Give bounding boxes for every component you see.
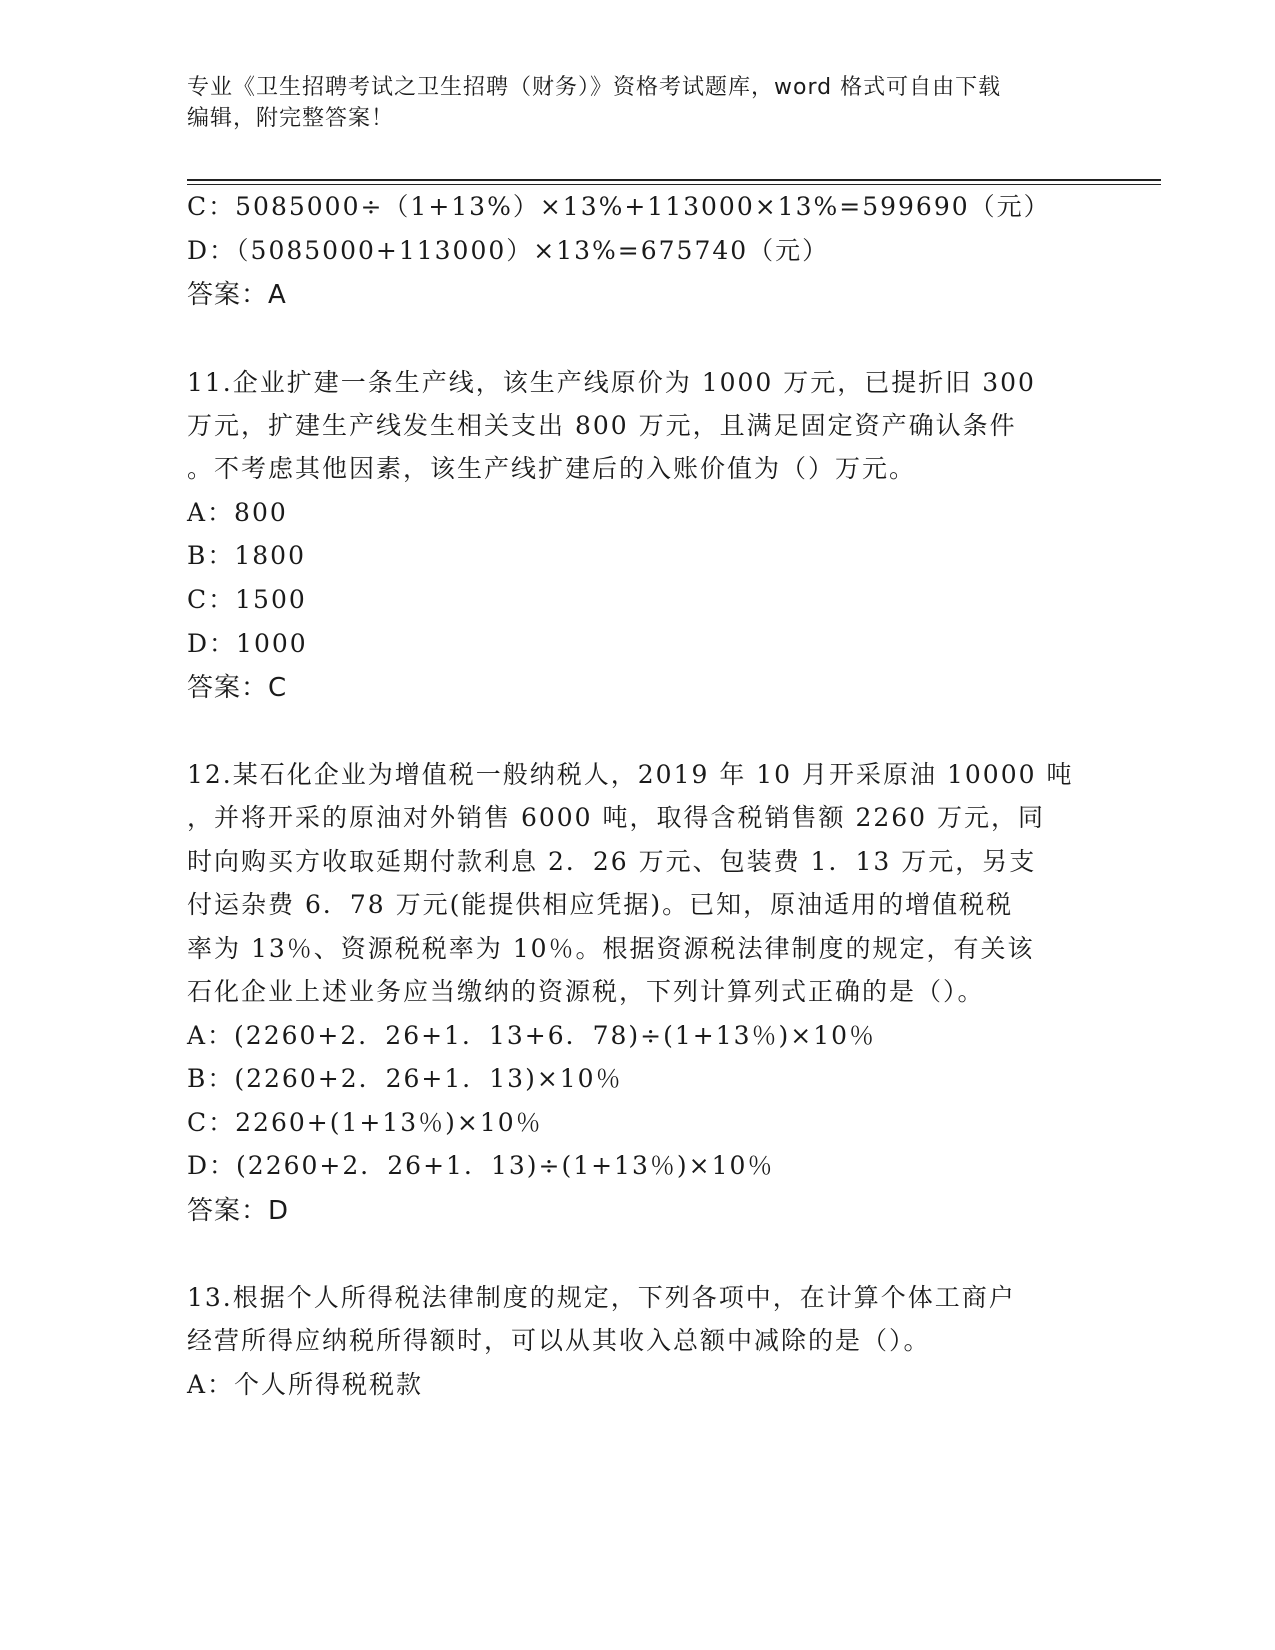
q12-stem-line: 石化企业上述业务应当缴纳的资源税，下列计算列式正确的是（）。 — [187, 977, 985, 1006]
q10-option-c: C：5085000÷（1+13%）×13%+113000×13%=599690（元） — [187, 192, 1051, 221]
header-divider-thin — [187, 184, 1161, 185]
q11-option-d: D：1000 — [187, 629, 308, 658]
q11-option-a: A：800 — [187, 498, 288, 527]
q12-option-a: A：(2260+2．26+1．13+6．78)÷(1+13％)×10％ — [187, 1021, 877, 1050]
q11-stem-line: 万元，扩建生产线发生相关支出 800 万元，且满足固定资产确认条件 — [187, 411, 1017, 440]
q12-stem-line: 时向购买方收取延期付款利息 2．26 万元、包装费 1．13 万元，另支 — [187, 847, 1037, 876]
q11-option-c: C：1500 — [187, 585, 307, 614]
q11-stem-line: 11.企业扩建一条生产线，该生产线原价为 1000 万元，已提折旧 300 — [187, 368, 1036, 397]
q12-stem-line: 12.某石化企业为增值税一般纳税人，2019 年 10 月开采原油 10000 吨 — [187, 760, 1074, 789]
q11-answer: 答案：C — [187, 673, 288, 703]
q10-answer: 答案：A — [187, 280, 287, 310]
q12-option-c: C：2260+(1+13％)×10％ — [187, 1108, 543, 1137]
q13-option-a: A：个人所得税税款 — [187, 1370, 424, 1399]
header-divider-thick — [187, 179, 1161, 181]
q12-stem-line: 率为 13％、资源税税率为 10％。根据资源税法律制度的规定，有关该 — [187, 934, 1035, 963]
header-line-2: 编辑，附完整答案！ — [187, 106, 395, 131]
document-header — [187, 72, 1087, 134]
q12-stem-line: ，并将开采的原油对外销售 6000 吨，取得含税销售额 2260 万元，同 — [187, 803, 1046, 832]
q13-stem-line: 13.根据个人所得税法律制度的规定，下列各项中，在计算个体工商户 — [187, 1283, 1016, 1312]
header-line-1: 专业《卫生招聘考试之卫生招聘（财务）》资格考试题库，word 格式可自由下载 — [187, 75, 1002, 100]
q12-answer: 答案：D — [187, 1196, 290, 1226]
q12-option-b: B：(2260+2．26+1．13)×10％ — [187, 1064, 623, 1093]
q13-stem-line: 经营所得应纳税所得额时，可以从其收入总额中减除的是（）。 — [187, 1326, 931, 1355]
q11-option-b: B：1800 — [187, 541, 306, 570]
q12-stem-line: 付运杂费 6．78 万元(能提供相应凭据)。已知，原油适用的增值税税 — [187, 890, 1014, 919]
q11-stem-line: 。不考虑其他因素，该生产线扩建后的入账价值为（）万元。 — [187, 454, 917, 483]
q12-option-d: D：(2260+2．26+1．13)÷(1+13％)×10％ — [187, 1151, 775, 1180]
q10-option-d: D：（5085000+113000）×13%=675740（元） — [187, 236, 830, 265]
